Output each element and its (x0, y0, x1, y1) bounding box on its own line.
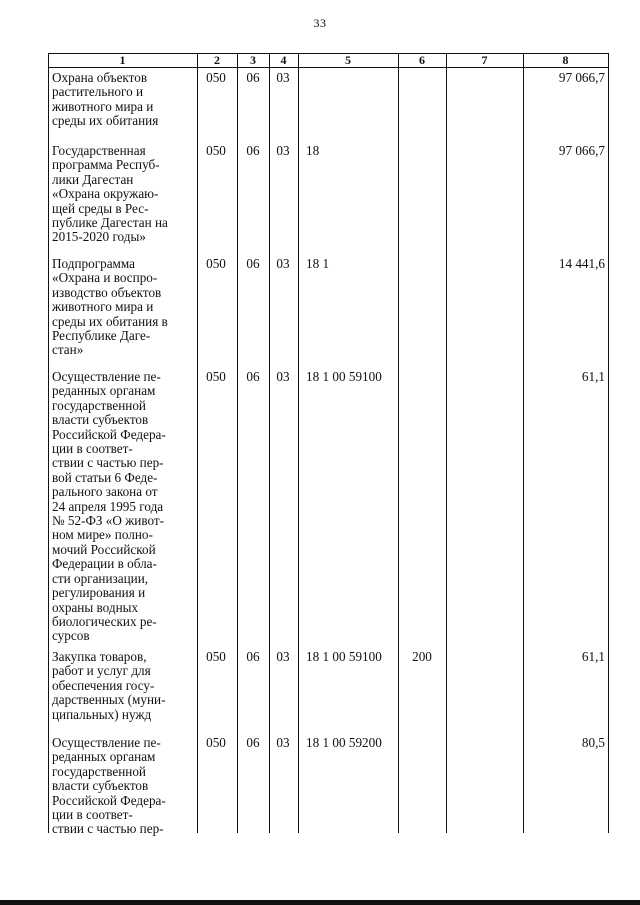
row-amount: 97 066,7 (558, 143, 605, 158)
row-section: 06 (246, 256, 260, 271)
row-section: 06 (246, 649, 260, 664)
header-col-6: 6 (419, 53, 425, 67)
budget-table (48, 53, 609, 837)
row-section: 06 (246, 143, 260, 158)
column-border (237, 53, 238, 833)
row-name: Осуществление пе- реданных органам государственной власти субъектов Российской Федера- ции в соответ- ствии с частью пер- (52, 735, 166, 837)
header-col-3: 3 (250, 53, 256, 67)
header-col-5: 5 (345, 53, 351, 67)
row-subsection: 03 (276, 143, 290, 158)
column-border (446, 53, 447, 833)
header-col-7: 7 (481, 53, 488, 67)
row-expense-type: 200 (412, 649, 432, 664)
header-col-8: 8 (562, 53, 569, 67)
row-ministry-code: 050 (206, 70, 226, 85)
row-name: Государственная программа Респуб- лики Дагестан «Охрана окружаю- щей среды в Рес- публике Дагестан на 2015-2020 годы» (52, 143, 168, 245)
header-col-4: 4 (280, 53, 287, 67)
row-target-code: 18 1 00 59200 (306, 735, 382, 750)
row-section: 06 (246, 369, 260, 384)
header-col-1: 1 (119, 53, 126, 67)
row-target-code: 18 1 00 59100 (306, 649, 382, 664)
column-border (398, 53, 399, 833)
column-border (269, 53, 270, 833)
header-bottom-border (48, 67, 609, 68)
column-border (523, 53, 524, 833)
row-ministry-code: 050 (206, 143, 226, 158)
row-target-code: 18 1 00 59100 (306, 369, 382, 384)
row-subsection: 03 (276, 735, 290, 750)
row-name: Осуществление пе- реданных органам государственной власти субъектов Российской Федера- ции в соответ- ствии с частью пер- вой статьи 6 Феде- рального закона от 24 апреля 1995 года № 52-ФЗ «О живот- ном мире» полно- мочий Российской Федерации в обла- сти организации, регулирования и охраны водных биологических ре- сурсов (52, 369, 166, 644)
row-target-code: 18 1 (306, 256, 330, 271)
row-subsection: 03 (276, 649, 290, 664)
column-border (608, 53, 609, 833)
row-amount: 80,5 (581, 735, 605, 750)
scan-bottom-edge (0, 900, 640, 905)
row-section: 06 (246, 70, 260, 85)
row-amount: 61,1 (581, 369, 605, 384)
column-border (48, 53, 49, 833)
row-ministry-code: 050 (206, 735, 226, 750)
row-name: Подпрограмма «Охрана и воспро- изводство объектов животного мира и среды их обитания в Республике Даге- стан» (52, 256, 168, 358)
row-subsection: 03 (276, 256, 290, 271)
row-section: 06 (246, 735, 260, 750)
header-col-2: 2 (214, 53, 220, 67)
row-subsection: 03 (276, 369, 290, 384)
row-target-code: 18 (306, 143, 320, 158)
page-number: 33 (313, 16, 327, 30)
row-subsection: 03 (276, 70, 290, 85)
row-amount: 97 066,7 (558, 70, 605, 85)
row-ministry-code: 050 (206, 369, 226, 384)
row-ministry-code: 050 (206, 649, 226, 664)
row-name: Охрана объектов растительного и животного мира и среды их обитания (52, 70, 159, 129)
row-ministry-code: 050 (206, 256, 226, 271)
row-amount: 14 441,6 (558, 256, 605, 271)
row-amount: 61,1 (581, 649, 605, 664)
row-name: Закупка товаров, работ и услуг для обеспечения госу- дарственных (муни- ципальных) нужд (52, 649, 166, 722)
column-border (298, 53, 299, 833)
